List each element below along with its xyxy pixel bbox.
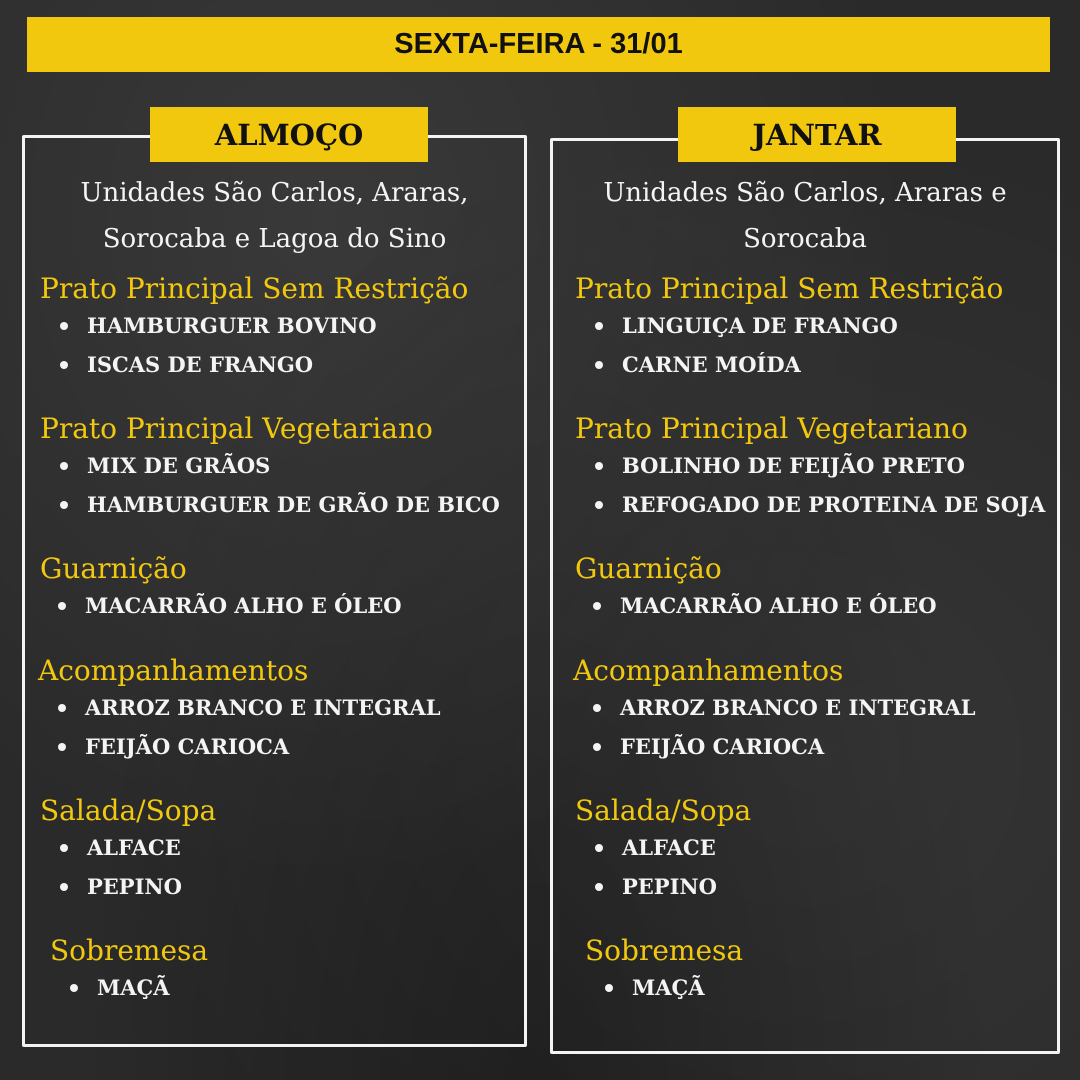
- dinner-acompanhamentos-list: [593, 695, 976, 773]
- list-item: BOLINHO DE FEIJÃO PRETO: [595, 453, 1045, 492]
- list-item: ARROZ BRANCO E INTEGRAL: [58, 695, 441, 734]
- bullet-icon: [593, 704, 601, 712]
- lunch-vegetariano-title: Prato Principal Vegetariano: [40, 412, 433, 445]
- list-item: MIX DE GRÃOS: [60, 453, 500, 492]
- dinner-acompanhamentos-title: Acompanhamentos: [573, 654, 844, 687]
- bullet-icon: [595, 462, 603, 470]
- day-title: SEXTA-FEIRA - 31/01: [394, 28, 683, 60]
- lunch-guarnicao-list: [58, 593, 402, 632]
- lunch-acompanhamentos-list: [58, 695, 441, 773]
- bullet-icon: [595, 844, 603, 852]
- bullet-icon: [60, 844, 68, 852]
- dinner-units: [553, 170, 1057, 262]
- dinner-principal-list: [595, 313, 898, 391]
- bullet-icon: [595, 322, 603, 330]
- list-item: FEIJÃO CARIOCA: [593, 734, 976, 773]
- bullet-icon: [595, 501, 603, 509]
- bullet-icon: [595, 361, 603, 369]
- bullet-icon: [60, 883, 68, 891]
- bullet-icon: [58, 704, 66, 712]
- list-item: ARROZ BRANCO E INTEGRAL: [593, 695, 976, 734]
- dinner-units-line-1: Unidades São Carlos, Araras e: [603, 178, 1007, 208]
- list-item: MAÇÃ: [70, 975, 170, 1014]
- bullet-icon: [60, 501, 68, 509]
- dinner-guarnicao-title: Guarnição: [575, 552, 722, 585]
- dinner-units-line-2: Sorocaba: [743, 224, 867, 254]
- list-item: ALFACE: [595, 835, 717, 874]
- lunch-panel: [22, 117, 527, 1047]
- lunch-units-line-2: Sorocaba e Lagoa do Sino: [102, 224, 447, 254]
- list-item: ISCAS DE FRANGO: [60, 352, 377, 391]
- bullet-icon: [70, 984, 78, 992]
- list-item: MACARRÃO ALHO E ÓLEO: [593, 593, 937, 632]
- lunch-principal-list: [60, 313, 377, 391]
- lunch-sobremesa-list: [70, 975, 170, 1014]
- bullet-icon: [593, 743, 601, 751]
- lunch-tab: ALMOÇO: [150, 107, 428, 162]
- bullet-icon: [60, 462, 68, 470]
- lunch-guarnicao-title: Guarnição: [40, 552, 187, 585]
- lunch-salada-title: Salada/Sopa: [40, 794, 217, 827]
- dinner-principal-title: Prato Principal Sem Restrição: [575, 272, 1004, 305]
- list-item: HAMBURGUER BOVINO: [60, 313, 377, 352]
- dinner-vegetariano-list: [595, 453, 1045, 531]
- dinner-sobremesa-title: Sobremesa: [585, 934, 744, 967]
- list-item: MACARRÃO ALHO E ÓLEO: [58, 593, 402, 632]
- list-item: REFOGADO DE PROTEINA DE SOJA: [595, 492, 1045, 531]
- dinner-tab: JANTAR: [678, 107, 956, 162]
- list-item: CARNE MOÍDA: [595, 352, 898, 391]
- dinner-panel: [550, 117, 1060, 1054]
- list-item: PEPINO: [60, 874, 182, 913]
- dinner-vegetariano-title: Prato Principal Vegetariano: [575, 412, 968, 445]
- day-title-banner: [27, 17, 1050, 72]
- lunch-vegetariano-list: [60, 453, 500, 531]
- bullet-icon: [595, 883, 603, 891]
- lunch-units: [25, 170, 524, 262]
- list-item: LINGUIÇA DE FRANGO: [595, 313, 898, 352]
- list-item: HAMBURGUER DE GRÃO DE BICO: [60, 492, 500, 531]
- lunch-units-line-1: Unidades São Carlos, Araras,: [80, 178, 469, 208]
- bullet-icon: [58, 602, 66, 610]
- lunch-acompanhamentos-title: Acompanhamentos: [38, 654, 309, 687]
- list-item: MAÇÃ: [605, 975, 705, 1014]
- list-item: FEIJÃO CARIOCA: [58, 734, 441, 773]
- bullet-icon: [60, 361, 68, 369]
- lunch-salada-list: [60, 835, 182, 913]
- dinner-guarnicao-list: [593, 593, 937, 632]
- bullet-icon: [605, 984, 613, 992]
- lunch-sobremesa-title: Sobremesa: [50, 934, 209, 967]
- bullet-icon: [60, 322, 68, 330]
- list-item: PEPINO: [595, 874, 717, 913]
- list-item: ALFACE: [60, 835, 182, 874]
- lunch-principal-title: Prato Principal Sem Restrição: [40, 272, 469, 305]
- dinner-salada-title: Salada/Sopa: [575, 794, 752, 827]
- dinner-sobremesa-list: [605, 975, 705, 1014]
- dinner-salada-list: [595, 835, 717, 913]
- bullet-icon: [593, 602, 601, 610]
- bullet-icon: [58, 743, 66, 751]
